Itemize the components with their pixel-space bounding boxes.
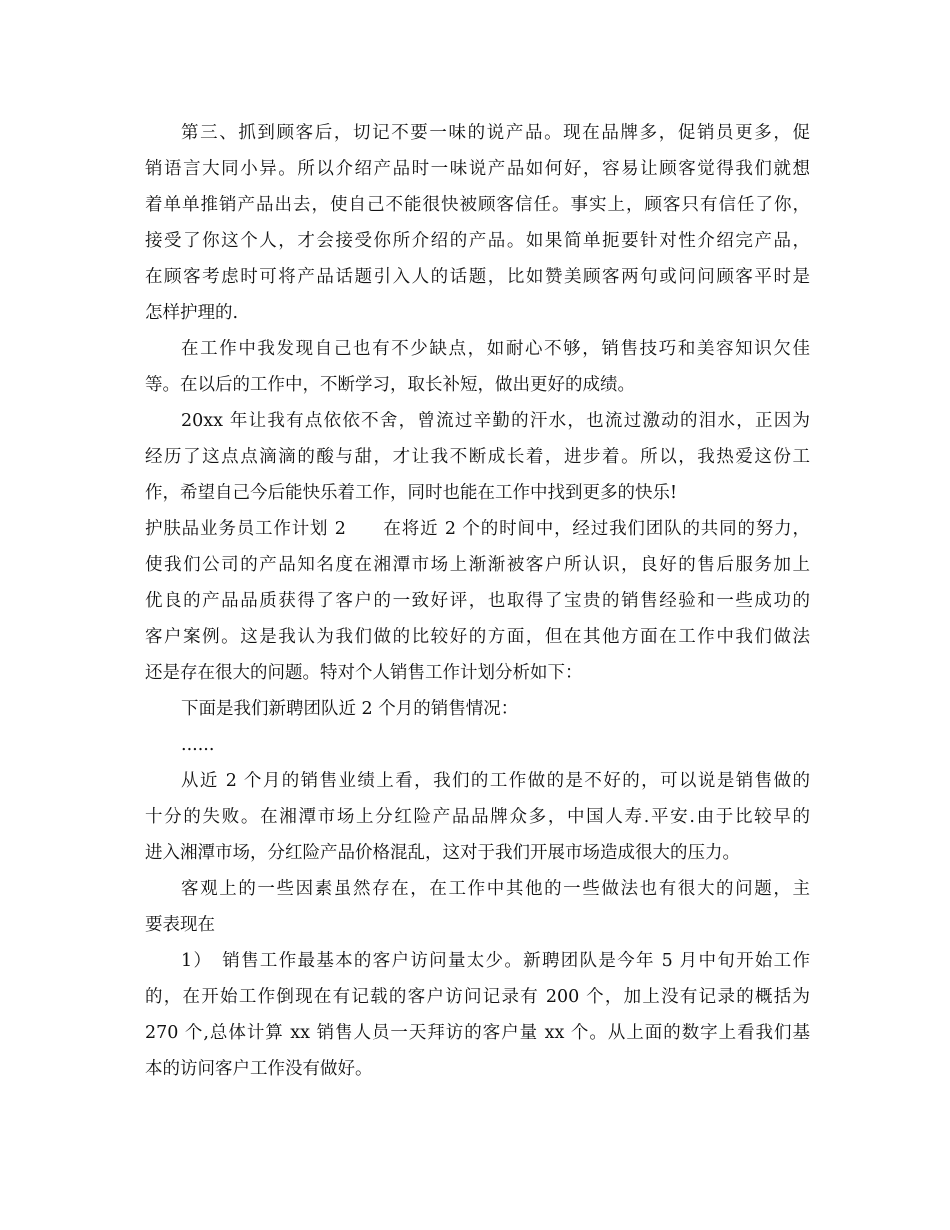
paragraph-line: 270 个,总体计算 xx 销售人员一天拜访的客户量 xx 个。从上面的数字上看我们基 xyxy=(145,1023,810,1043)
paragraph-line: 进入湘潭市场，分红险产品价格混乱，这对于我们开展市场造成很大的压力。 xyxy=(145,843,740,863)
paragraph-line: 着单单推销产品出去，使自己不能很快被顾客信任。事实上，顾客只有信任了你， xyxy=(145,195,810,215)
paragraph-line: 从近 2 个月的销售业绩上看，我们的工作做的是不好的，可以说是销售做的 xyxy=(181,771,810,791)
list-item-line: 1） 销售工作最基本的客户访问量太少。新聘团队是今年 5 月中旬开始工作 xyxy=(181,951,810,971)
paragraph-line: 优良的产品品质获得了客户的一致好评，也取得了宝贵的销售经验和一些成功的 xyxy=(145,591,810,611)
paragraph-line: 销语言大同小异。所以介绍产品时一味说产品如何好，容易让顾客觉得我们就想 xyxy=(145,159,810,179)
paragraph-line: 客观上的一些因素虽然存在，在工作中其他的一些做法也有很大的问题，主 xyxy=(181,879,810,899)
paragraph-line: 在工作中我发现自己也有不少缺点，如耐心不够，销售技巧和美容知识欠佳 xyxy=(181,339,810,359)
paragraph-line: 客户案例。这是我认为我们做的比较好的方面，但在其他方面在工作中我们做法 xyxy=(145,627,810,647)
section-heading-line: 护肤品业务员工作计划 2 在将近 2 个的时间中，经过我们团队的共同的努力， xyxy=(145,519,810,539)
paragraph-line: 要表现在 xyxy=(145,915,215,935)
paragraph-line: 的，在开始工作倒现在有记载的客户访问记录有 200 个，加上没有记录的概括为 xyxy=(145,987,810,1007)
paragraph-line: 还是存在很大的问题。特对个人销售工作计划分析如下： xyxy=(145,663,583,683)
paragraph-line: 本的访问客户工作没有做好。 xyxy=(145,1059,373,1079)
paragraph-line: 等。在以后的工作中，不断学习，取长补短，做出更好的成绩。 xyxy=(145,375,635,395)
paragraph-line: 经历了这点点滴滴的酸与甜，才让我不断成长着，进步着。所以，我热爱这份工 xyxy=(145,447,810,467)
paragraph-line: 接受了你这个人，才会接受你所介绍的产品。如果简单扼要针对性介绍完产品， xyxy=(145,231,810,251)
paragraph-line: 使我们公司的产品知名度在湘潭市场上渐渐被客户所认识，良好的售后服务加上 xyxy=(145,555,810,575)
paragraph-line: 20xx 年让我有点依依不舍，曾流过辛勤的汗水，也流过激动的泪水，正因为 xyxy=(181,411,810,431)
ellipsis-line: ...... xyxy=(181,735,215,755)
paragraph-line: 下面是我们新聘团队近 2 个月的销售情况： xyxy=(181,699,519,719)
paragraph-line: 在顾客考虑时可将产品话题引入人的话题，比如赞美顾客两句或问问顾客平时是 xyxy=(145,267,810,287)
paragraph-line: 第三、抓到顾客后，切记不要一味的说产品。现在品牌多，促销员更多，促 xyxy=(181,123,810,143)
paragraph-line: 怎样护理的. xyxy=(145,303,239,323)
paragraph-line: 作，希望自己今后能快乐着工作，同时也能在工作中找到更多的快乐! xyxy=(145,483,678,503)
paragraph-line: 十分的失败。在湘潭市场上分红险产品品牌众多，中国人寿.平安.由于比较早的 xyxy=(145,807,810,827)
